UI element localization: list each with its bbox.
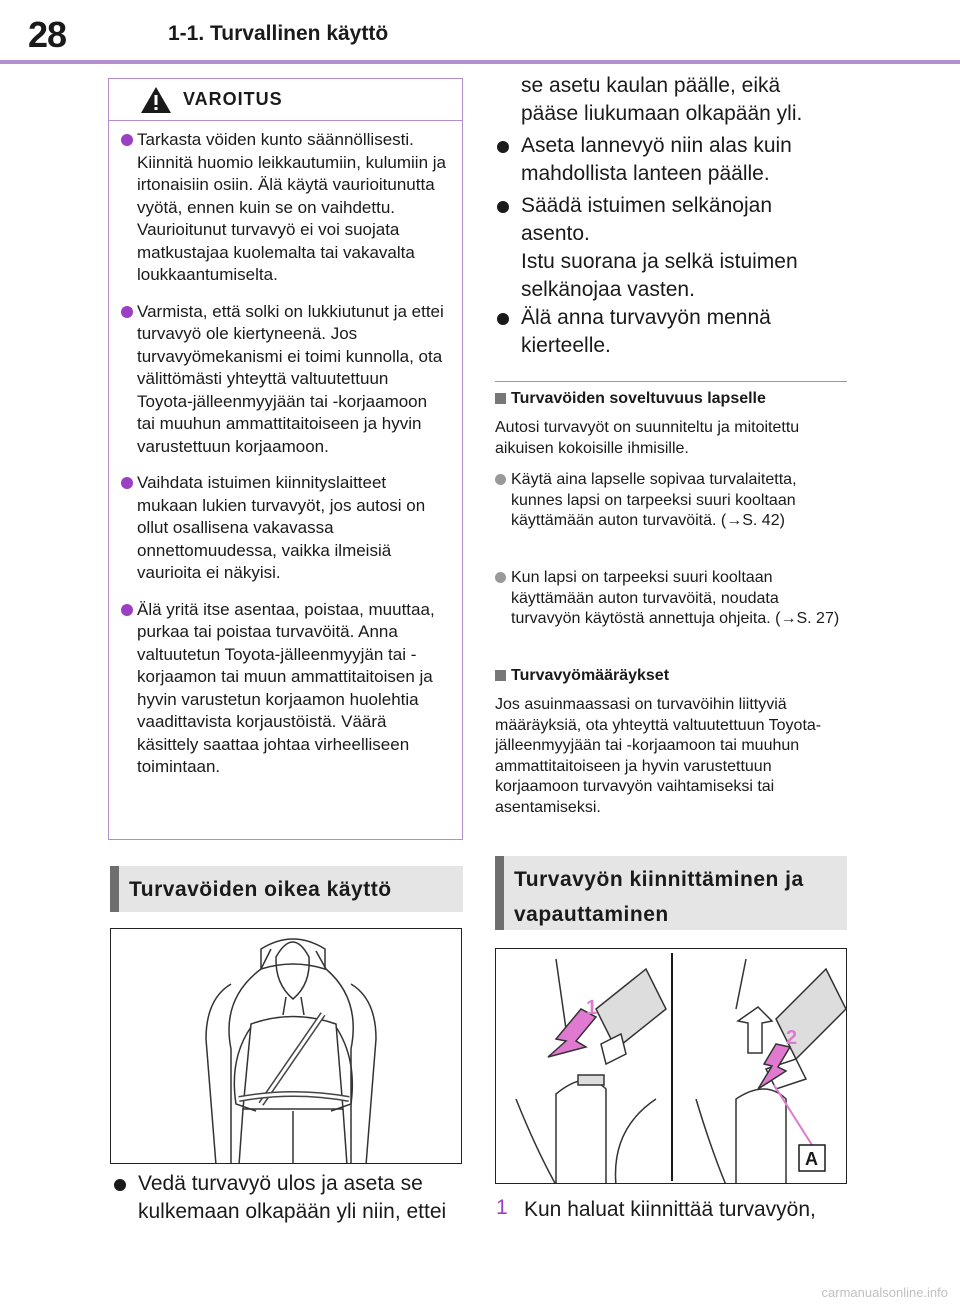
regulations-text: Jos asuinmaassasi on turvavöihin liittyviä määräyksiä, ota yhteyttä valtuutettuun Toyota-jälleenmyyjään tai -korjaamoon tai muuhun ammattitaitoiseen ja hyvin varustettuun korjaamoon turvavyön vaihtamiseksi tai asentamiseksi. bbox=[495, 696, 822, 816]
warning-item: Vaihdata istuimen kiinnityslaitteet mukaan lukien turvavyöt, jos autosi on ollut osallisena vakavassa onnettomuudessa, vaikka ilmeisiä vaurioita ei näkyisi. bbox=[121, 472, 448, 585]
step-text: Kun haluat kiinnittää turvavyön, bbox=[524, 1198, 816, 1221]
step-label-one: 1 bbox=[586, 997, 598, 1019]
seatbelt-wearing-figure bbox=[110, 928, 462, 1164]
warning-list bbox=[109, 121, 462, 779]
header-rule bbox=[0, 60, 960, 64]
subsection-divider bbox=[495, 381, 847, 382]
step-number: 1 bbox=[496, 1196, 508, 1219]
bullet-dot-icon bbox=[121, 604, 133, 616]
bullet-dot-icon bbox=[497, 201, 509, 213]
instruction-bullet: Säädä istuimen selkänojan asento. Istu suorana ja selkä istuimen selkänojaa vasten. bbox=[495, 192, 825, 304]
instruction-bullet: Älä anna turvavyön mennä kierteelle. bbox=[495, 304, 825, 360]
section-title: 1-1. Turvallinen käyttö bbox=[168, 22, 389, 45]
page-header bbox=[0, 0, 960, 64]
section-banner-correct-use: Turvavöiden oikea käyttö bbox=[110, 866, 463, 912]
square-bullet-icon bbox=[495, 393, 506, 404]
children-item: Käytä aina lapselle sopivaa turvalaitetta, kunnes lapsi on tarpeeksi suuri kooltaan käyttämään auton turvavöitä. (→S. 42) bbox=[495, 470, 847, 532]
bullet-dot-icon bbox=[121, 134, 133, 146]
section-banner-fastening: Turvavyön kiinnittäminen ja vapauttaminen bbox=[495, 856, 847, 930]
warning-item: Varmista, että solki on lukkiutunut ja ettei turvavyö ole kiertyneenä. Jos turvavyömekanismi ei toimi kunnolla, ota välittömästi yhteyttä valtuutettuun Toyota-jälleenmyyjään tai -korjaamoon tai muuhun ammattitaitoiseen ja hyvin varustettuun korjaamoon. bbox=[121, 301, 448, 459]
buckle-figure bbox=[495, 948, 847, 1184]
warning-box bbox=[108, 78, 463, 840]
warning-label: VAROITUS bbox=[183, 89, 283, 109]
children-item: Kun lapsi on tarpeeksi suuri kooltaan käyttämään auton turvavöitä, noudata turvavyön käytöstä annettuja ohjeita. (→S. 27) bbox=[495, 568, 847, 630]
bullet-dot-icon bbox=[497, 141, 509, 153]
warning-header bbox=[109, 79, 462, 121]
bullet-dot-icon bbox=[495, 474, 506, 485]
subsection-heading-children: Turvavöiden soveltuvuus lapselle bbox=[495, 390, 845, 408]
instruction-bullet: Aseta lannevyö niin alas kuin mahdollista lanteen päälle. bbox=[495, 132, 825, 188]
callout-label-a: A bbox=[805, 1149, 818, 1169]
instruction-bullet: Vedä turvavyö ulos ja aseta se kulkemaan olkapään yli niin, ettei bbox=[112, 1170, 464, 1226]
seated-person-illustration bbox=[111, 929, 462, 1164]
watermark: carmanualsonline.info bbox=[821, 1285, 948, 1300]
buckle-illustration bbox=[496, 949, 847, 1184]
subsection-heading-regulations: Turvavyömääräykset bbox=[495, 667, 845, 685]
children-intro: Autosi turvavyöt on suunniteltu ja mitoitettu aikuisen kokoisille ihmisille. bbox=[495, 419, 800, 457]
bullet-dot-icon bbox=[114, 1179, 126, 1191]
warning-triangle-icon bbox=[139, 85, 173, 115]
warning-item: Älä yritä itse asentaa, poistaa, muuttaa, purkaa tai poistaa turvavöitä. Anna valtuutetun Toyota-jälleenmyyjän tai -korjaamon tai muun ammattitaitoisen ja hyvin varustetun korjaamon huolehtia vaadittavista korjaustöistä. Väärä käsittely saattaa johtaa virheelliseen toimintaan. bbox=[121, 599, 448, 779]
square-bullet-icon bbox=[495, 670, 506, 681]
bullet-dot-icon bbox=[121, 477, 133, 489]
bullet-dot-icon bbox=[495, 572, 506, 583]
warning-item: Tarkasta vöiden kunto säännöllisesti. Kiinnitä huomio leikkautumiin, kulumiin ja irtonaisiin osiin. Älä käytä vaurioitunutta vyötä, ennen kuin se on vaihdettu. Vaurioitunut turvavyö ei voi suojata matkustajaa kuolemalta tai vakavalta loukkaantumiselta. bbox=[121, 129, 448, 287]
bullet-dot-icon bbox=[497, 313, 509, 325]
page-number: 28 bbox=[28, 14, 67, 55]
continuation-text: se asetu kaulan päälle, eikä pääse liukumaan olkapään yli. bbox=[521, 74, 803, 125]
bullet-dot-icon bbox=[121, 306, 133, 318]
step-label-two: 2 bbox=[786, 1027, 798, 1049]
